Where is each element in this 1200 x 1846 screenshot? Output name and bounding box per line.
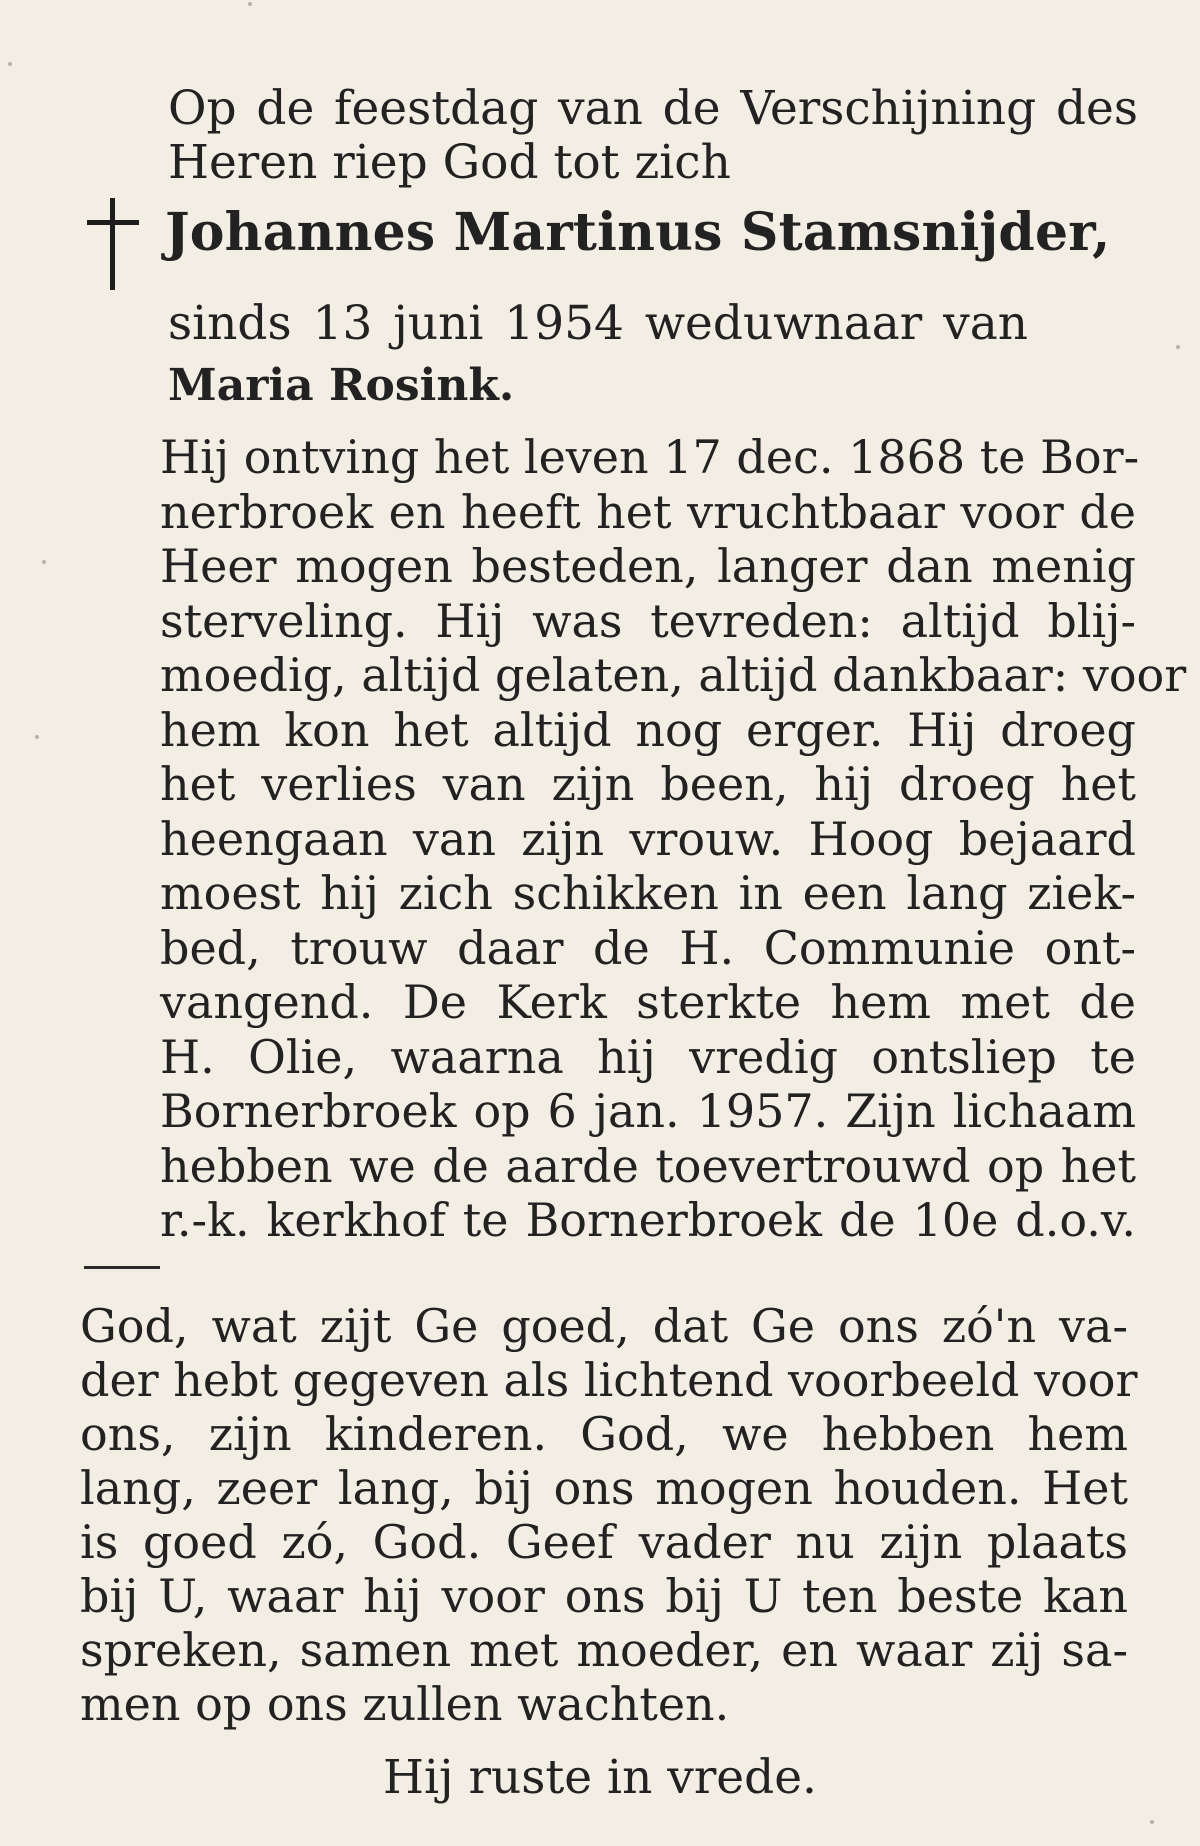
prayer-line: spreken, samen met moeder, en waar zij sa- bbox=[80, 1623, 1128, 1677]
biography-line: moest hij zich schikken in een lang ziek- bbox=[160, 866, 1136, 920]
paper-speck bbox=[1176, 345, 1180, 349]
section-divider bbox=[84, 1266, 160, 1269]
widower-line: sinds 13 juni 1954 weduwnaar van bbox=[168, 296, 1028, 351]
cross-icon bbox=[83, 198, 143, 290]
biography-line: nerbroek en heeft het vruchtbaar voor de bbox=[160, 484, 1136, 539]
prayer-line: is goed zó, God. Geef vader nu zijn plaats bbox=[80, 1515, 1128, 1569]
biography-line: sterveling. Hij was tevreden: altijd blij- bbox=[160, 593, 1136, 648]
biography-line: het verlies van zijn been, hij droeg het bbox=[160, 757, 1136, 811]
deceased-name: Johannes Martinus Stamsnijder, bbox=[165, 202, 1111, 263]
prayer-line: ons, zijn kinderen. God, we hebben hem bbox=[80, 1407, 1128, 1461]
paper-speck bbox=[42, 560, 46, 564]
prayer-line: bij U, waar hij voor ons bij U ten beste kan bbox=[80, 1569, 1128, 1623]
intro-text bbox=[168, 82, 1138, 190]
paper-speck bbox=[248, 2, 252, 6]
prayer-line: lang, zeer lang, bij ons mogen houden. Het bbox=[80, 1461, 1128, 1515]
prayer-line: God, wat zijt Ge goed, dat Ge ons zó'n va- bbox=[80, 1299, 1128, 1353]
prayer-line: men op ons zullen wachten. bbox=[80, 1677, 730, 1731]
biography-line: bed, trouw daar de H. Communie ont- bbox=[160, 920, 1136, 975]
paper-speck bbox=[1150, 1820, 1154, 1824]
spouse-name: Maria Rosink. bbox=[168, 360, 515, 411]
biography-line: H. Olie, waarna hij vredig ontsliep te bbox=[160, 1029, 1136, 1084]
paper-speck bbox=[35, 735, 39, 739]
biography-line: r.-k. kerkhof te Bornerbroek de 10e d.o.v. bbox=[160, 1193, 1136, 1247]
biography-text bbox=[160, 430, 1187, 1248]
biography-line: hem kon het altijd nog erger. Hij droeg bbox=[160, 702, 1136, 757]
prayer-line: der hebt gegeven als lichtend voorbeeld voor bbox=[80, 1353, 1138, 1407]
prayer-text bbox=[80, 1299, 1138, 1731]
biography-line: heengaan van zijn vrouw. Hoog bejaard bbox=[160, 811, 1136, 866]
biography-line: Hij ontving het leven 17 dec. 1868 te Bor- bbox=[160, 430, 1140, 484]
biography-line: Bornerbroek op 6 jan. 1957. Zijn lichaam bbox=[160, 1084, 1136, 1138]
intro-line: Op de feestdag van de Verschijning des bbox=[168, 81, 1138, 136]
biography-line: vangend. De Kerk sterkte hem met de bbox=[160, 975, 1136, 1029]
biography-line: moedig, altijd gelaten, altijd dankbaar: voor bbox=[160, 648, 1187, 702]
paper-speck bbox=[8, 62, 12, 66]
intro-line: Heren riep God tot zich bbox=[168, 135, 731, 190]
biography-line: hebben we de aarde toevertrouwd op het bbox=[160, 1138, 1136, 1193]
closing-blessing: Hij ruste in vrede. bbox=[383, 1750, 817, 1805]
biography-line: Heer mogen besteden, langer dan menig bbox=[160, 539, 1136, 593]
